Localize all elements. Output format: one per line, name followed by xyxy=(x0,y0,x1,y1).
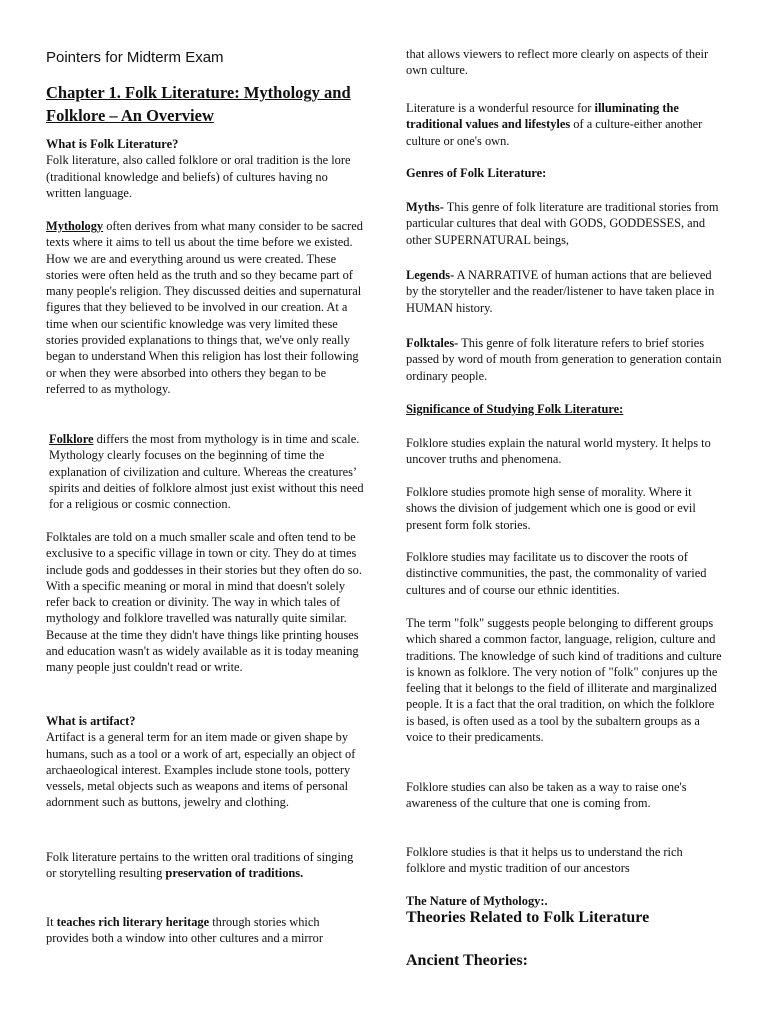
chapter-heading: Chapter 1. Folk Literature: Mythology and Folklore – An Overview xyxy=(46,83,351,125)
term-myths: Myths- xyxy=(406,200,444,214)
folktales-genre-paragraph xyxy=(406,335,724,384)
legends-paragraph xyxy=(406,267,724,316)
pertains-paragraph xyxy=(46,849,364,882)
mythology-paragraph xyxy=(46,218,364,397)
artifact-section xyxy=(46,713,364,811)
paragraph: Folk literature, also called folklore or oral tradition is the lore (traditional knowledge and beliefs) of cultures having no written language. xyxy=(46,153,351,200)
bold-phrase: teaches rich literary heritage xyxy=(56,915,210,929)
paragraph-text: often derives from what many consider to be sacred texts where it aims to tell us about the time before we existed. How we are and everything around us were created. These stories were often held as the truth and so they became part of many people's religion. They discussed deities and supernatural figures that they believed to be involved in our creation. At a time when our scientific knowledge was very limited these stories provided explanations to things that, we've only really began to understand When this religion has lost their following or when they were absorbed into others they began to be referred to as mythology. xyxy=(46,219,363,396)
significance-item: Folklore studies promote high sense of morality. Where it shows the division of judgement which one is good or evil present form folk stories. xyxy=(406,485,696,532)
mirror-continuation xyxy=(406,46,724,79)
nature-heading: The Nature of Mythology:. xyxy=(406,894,548,908)
folktales-paragraph xyxy=(46,529,364,676)
section-heading: What is artifact? xyxy=(46,714,136,728)
significance-item: Folklore studies may facilitate us to discover the roots of distinctive communities, the past, the commonality of varied cultures and of course our ethnic identities. xyxy=(406,550,707,597)
paragraph-text: A NARRATIVE of human actions that are believed by the storyteller and the reader/listener to have taken place in HUMAN history. xyxy=(406,268,715,315)
term-mythology: Mythology xyxy=(46,219,104,233)
paragraph: Artifact is a general term for an item made or given shape by humans, such as a tool or a work of art, especially an object of archaeological interest. Examples include stone tools, pottery vessels, metal objects such as weapons and items of personal adornment such as buttons, jewelry and clothing. xyxy=(46,730,356,810)
paragraph-text: of a culture-either another culture or one's own. xyxy=(406,117,703,148)
paragraph-text: It xyxy=(46,915,57,929)
paragraph-text: through stories which provides both a window into other cultures and a mirror xyxy=(46,915,324,946)
bold-phrase: illuminating the traditional values and lifestyles xyxy=(406,101,679,132)
paragraph-text: This genre of folk literature refers to brief stories passed by word of mouth from generation to generation contain ordinary people. xyxy=(406,336,722,383)
paragraph-text: differs the most from mythology is in time and scale. Mythology clearly focuses on the beginning of time the explanation of civilization and culture. Whereas the creatures’ spirits and deities of folklore almost just exist without this need for a religious or cosmic connection. xyxy=(49,432,364,512)
folklore-paragraph xyxy=(46,431,367,512)
paragraph-text: Folktales are told on a much smaller scale and often tend to be exclusive to a specific village in town or city. They do at times include gods and goddesses in their stories but they often do so. With a specific meaning or moral in mind that doesn't solely refer back to creation or divinity. The way in which tales of mythology and folklore travelled was naturally quite similar. Because at the time they didn't have things like printing houses and education wasn't as widely available as it is today meaning many people just couldn't read or write. xyxy=(46,530,362,675)
significance-item: Folklore studies explain the natural world mystery. It helps to uncover truths and phenomena. xyxy=(406,436,711,467)
bold-phrase: preservation of traditions. xyxy=(165,866,304,881)
significance-item: Folklore studies is that it helps us to understand the rich folklore and mystic tradition of our ancestors xyxy=(406,845,683,876)
significance-item: The term "folk" suggests people belonging to different groups which shared a common factor, language, religion, culture and traditions. The knowledge of such kind of traditions and culture is known as folklore. The very notion of "folk" conjures up the feeling that it belongs to the field of illiterate and marginalized people. It is a fact that the oral tradition, on which the folklore is based, is often used as a tool by the subaltern groups as a voice to their predicaments. xyxy=(406,616,722,745)
ancient-theories-heading: Ancient Theories: xyxy=(406,952,528,969)
paragraph-text: This genre of folk literature are traditional stories from particular cultures that deal with GODS, GODDESSES, and other SUPERNATURAL beings, xyxy=(406,200,719,247)
what-is-folk-literature-section xyxy=(46,136,364,201)
teaches-paragraph xyxy=(46,914,364,947)
significance-item: Folklore studies can also be taken as a way to raise one's awareness of the culture that one is coming from. xyxy=(406,780,687,811)
genres-heading: Genres of Folk Literature: xyxy=(406,166,547,180)
page-title: Pointers for Midterm Exam xyxy=(46,49,224,66)
significance-heading: Significance of Studying Folk Literature: xyxy=(406,402,624,416)
paragraph-text: that allows viewers to reflect more clearly on aspects of their own culture. xyxy=(406,47,709,78)
resource-paragraph xyxy=(406,100,724,149)
section-heading: What is Folk Literature? xyxy=(46,137,179,151)
term-legends: Legends- xyxy=(406,268,455,282)
term-folklore: Folklore xyxy=(49,432,94,446)
myths-paragraph xyxy=(406,199,724,248)
theories-heading: Theories Related to Folk Literature xyxy=(406,909,650,926)
paragraph-text: Literature is a wonderful resource for xyxy=(406,101,595,115)
term-folktales: Folktales- xyxy=(406,336,459,350)
paragraph-text: Folk literature pertains to the written oral traditions of singing or storytelling resulting xyxy=(46,850,354,881)
